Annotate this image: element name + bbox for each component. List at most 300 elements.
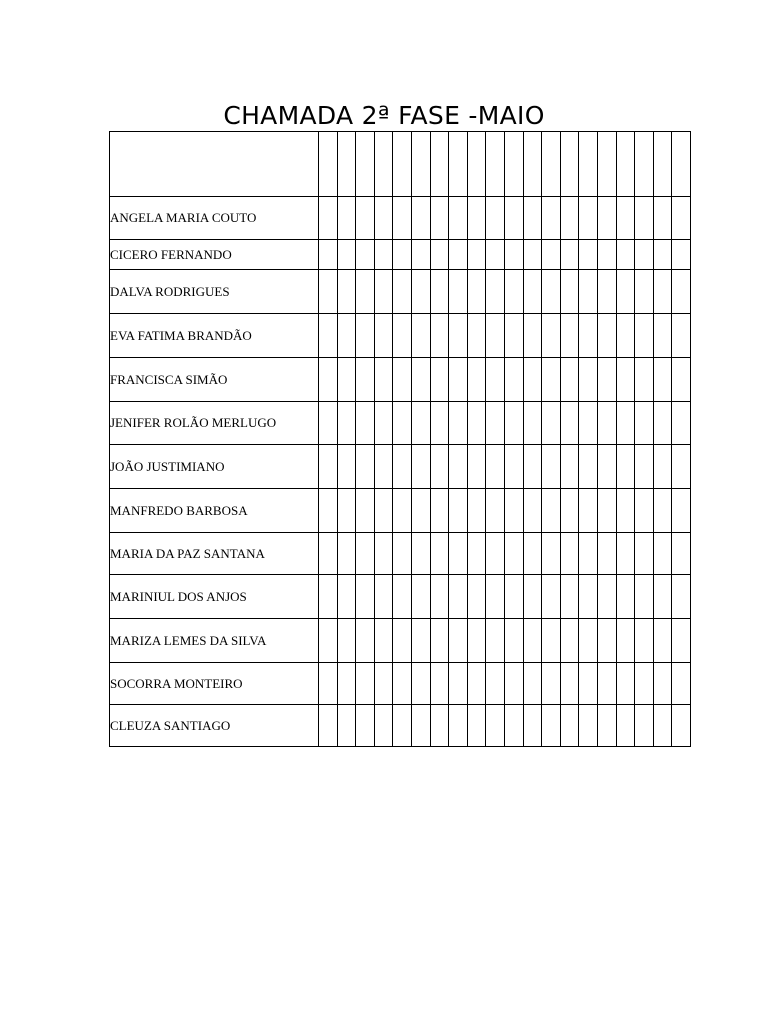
attendance-mark-cell[interactable] xyxy=(374,619,393,663)
attendance-mark-cell[interactable] xyxy=(542,402,561,445)
attendance-mark-cell[interactable] xyxy=(579,240,598,270)
attendance-mark-cell[interactable] xyxy=(542,705,561,747)
attendance-mark-cell[interactable] xyxy=(672,445,691,489)
attendance-mark-cell[interactable] xyxy=(393,533,412,575)
attendance-mark-cell[interactable] xyxy=(356,445,375,489)
attendance-mark-cell[interactable] xyxy=(319,705,338,747)
header-name-cell xyxy=(110,132,319,197)
attendance-mark-cell[interactable] xyxy=(486,445,505,489)
attendance-mark-cell[interactable] xyxy=(653,663,672,705)
attendance-mark-cell[interactable] xyxy=(597,358,616,402)
attendance-mark-cell[interactable] xyxy=(504,402,523,445)
table-row xyxy=(110,705,691,747)
attendance-mark-cell[interactable] xyxy=(393,619,412,663)
header-date-cell[interactable] xyxy=(542,132,561,197)
header-date-cell[interactable] xyxy=(523,132,542,197)
header-date-cell[interactable] xyxy=(356,132,375,197)
attendance-mark-cell[interactable] xyxy=(616,663,635,705)
header-date-cell[interactable] xyxy=(430,132,449,197)
attendance-mark-cell[interactable] xyxy=(616,705,635,747)
attendance-mark-cell[interactable] xyxy=(597,705,616,747)
attendance-mark-cell[interactable] xyxy=(337,402,356,445)
attendance-mark-cell[interactable] xyxy=(560,705,579,747)
attendance-mark-cell[interactable] xyxy=(635,445,654,489)
attendance-mark-cell[interactable] xyxy=(504,575,523,619)
attendance-mark-cell[interactable] xyxy=(560,240,579,270)
table-header-row xyxy=(110,132,691,197)
header-date-cell[interactable] xyxy=(374,132,393,197)
attendance-mark-cell[interactable] xyxy=(467,240,486,270)
attendance-mark-cell[interactable] xyxy=(411,270,430,314)
attendance-mark-cell[interactable] xyxy=(579,663,598,705)
attendance-mark-cell[interactable] xyxy=(356,619,375,663)
attendance-mark-cell[interactable] xyxy=(616,619,635,663)
attendance-mark-cell[interactable] xyxy=(430,270,449,314)
attendance-mark-cell[interactable] xyxy=(597,314,616,358)
table-row xyxy=(110,197,691,240)
attendance-mark-cell[interactable] xyxy=(486,489,505,533)
attendance-mark-cell[interactable] xyxy=(374,445,393,489)
attendance-mark-cell[interactable] xyxy=(449,358,468,402)
attendance-mark-cell[interactable] xyxy=(560,314,579,358)
attendance-mark-cell[interactable] xyxy=(579,619,598,663)
attendance-mark-cell[interactable] xyxy=(635,197,654,240)
header-date-cell[interactable] xyxy=(653,132,672,197)
attendance-mark-cell[interactable] xyxy=(597,663,616,705)
attendance-mark-cell[interactable] xyxy=(411,402,430,445)
attendance-mark-cell[interactable] xyxy=(393,270,412,314)
attendance-mark-cell[interactable] xyxy=(542,314,561,358)
page-title: CHAMADA 2ª FASE -MAIO xyxy=(223,101,545,130)
attendance-mark-cell[interactable] xyxy=(523,240,542,270)
student-name-cell: JOÃO JUSTIMIANO xyxy=(110,445,319,489)
attendance-mark-cell[interactable] xyxy=(486,575,505,619)
attendance-mark-cell[interactable] xyxy=(486,314,505,358)
attendance-mark-cell[interactable] xyxy=(672,314,691,358)
attendance-mark-cell[interactable] xyxy=(449,575,468,619)
attendance-mark-cell[interactable] xyxy=(356,270,375,314)
attendance-mark-cell[interactable] xyxy=(374,270,393,314)
attendance-mark-cell[interactable] xyxy=(337,358,356,402)
attendance-mark-cell[interactable] xyxy=(579,489,598,533)
attendance-mark-cell[interactable] xyxy=(560,533,579,575)
attendance-mark-cell[interactable] xyxy=(319,663,338,705)
attendance-mark-cell[interactable] xyxy=(486,533,505,575)
table-row xyxy=(110,445,691,489)
student-name-cell: SOCORRA MONTEIRO xyxy=(110,663,319,705)
attendance-mark-cell[interactable] xyxy=(411,489,430,533)
attendance-mark-cell[interactable] xyxy=(672,663,691,705)
attendance-mark-cell[interactable] xyxy=(523,705,542,747)
attendance-mark-cell[interactable] xyxy=(579,197,598,240)
attendance-mark-cell[interactable] xyxy=(319,358,338,402)
attendance-mark-cell[interactable] xyxy=(374,402,393,445)
header-date-cell[interactable] xyxy=(560,132,579,197)
attendance-mark-cell[interactable] xyxy=(467,489,486,533)
attendance-mark-cell[interactable] xyxy=(337,270,356,314)
attendance-mark-cell[interactable] xyxy=(449,197,468,240)
attendance-mark-cell[interactable] xyxy=(374,533,393,575)
attendance-mark-cell[interactable] xyxy=(672,533,691,575)
attendance-mark-cell[interactable] xyxy=(597,240,616,270)
attendance-mark-cell[interactable] xyxy=(337,445,356,489)
attendance-mark-cell[interactable] xyxy=(542,358,561,402)
attendance-mark-cell[interactable] xyxy=(411,358,430,402)
attendance-mark-cell[interactable] xyxy=(411,705,430,747)
attendance-mark-cell[interactable] xyxy=(653,197,672,240)
attendance-mark-cell[interactable] xyxy=(635,489,654,533)
attendance-mark-cell[interactable] xyxy=(356,197,375,240)
attendance-mark-cell[interactable] xyxy=(542,489,561,533)
table-row xyxy=(110,619,691,663)
attendance-mark-cell[interactable] xyxy=(635,358,654,402)
attendance-mark-cell[interactable] xyxy=(579,402,598,445)
attendance-mark-cell[interactable] xyxy=(486,270,505,314)
attendance-mark-cell[interactable] xyxy=(374,197,393,240)
attendance-mark-cell[interactable] xyxy=(542,533,561,575)
attendance-mark-cell[interactable] xyxy=(393,445,412,489)
attendance-mark-cell[interactable] xyxy=(337,619,356,663)
attendance-mark-cell[interactable] xyxy=(411,445,430,489)
attendance-mark-cell[interactable] xyxy=(449,619,468,663)
attendance-mark-cell[interactable] xyxy=(523,314,542,358)
attendance-mark-cell[interactable] xyxy=(560,619,579,663)
attendance-mark-cell[interactable] xyxy=(337,314,356,358)
attendance-mark-cell[interactable] xyxy=(597,445,616,489)
attendance-mark-cell[interactable] xyxy=(672,619,691,663)
table-row xyxy=(110,402,691,445)
attendance-mark-cell[interactable] xyxy=(356,240,375,270)
header-date-cell[interactable] xyxy=(393,132,412,197)
attendance-mark-cell[interactable] xyxy=(430,402,449,445)
attendance-mark-cell[interactable] xyxy=(542,270,561,314)
attendance-mark-cell[interactable] xyxy=(542,445,561,489)
attendance-mark-cell[interactable] xyxy=(319,619,338,663)
attendance-mark-cell[interactable] xyxy=(653,705,672,747)
attendance-mark-cell[interactable] xyxy=(560,197,579,240)
attendance-mark-cell[interactable] xyxy=(486,358,505,402)
attendance-mark-cell[interactable] xyxy=(635,663,654,705)
attendance-mark-cell[interactable] xyxy=(597,197,616,240)
attendance-mark-cell[interactable] xyxy=(411,663,430,705)
attendance-mark-cell[interactable] xyxy=(337,705,356,747)
attendance-mark-cell[interactable] xyxy=(411,240,430,270)
attendance-mark-cell[interactable] xyxy=(356,402,375,445)
attendance-mark-cell[interactable] xyxy=(542,197,561,240)
attendance-mark-cell[interactable] xyxy=(672,705,691,747)
attendance-mark-cell[interactable] xyxy=(616,575,635,619)
attendance-mark-cell[interactable] xyxy=(467,705,486,747)
attendance-mark-cell[interactable] xyxy=(579,358,598,402)
attendance-mark-cell[interactable] xyxy=(504,533,523,575)
attendance-mark-cell[interactable] xyxy=(356,575,375,619)
attendance-mark-cell[interactable] xyxy=(393,358,412,402)
student-name-cell: MARIZA LEMES DA SILVA xyxy=(110,619,319,663)
attendance-mark-cell[interactable] xyxy=(467,197,486,240)
attendance-mark-cell[interactable] xyxy=(560,489,579,533)
attendance-mark-cell[interactable] xyxy=(467,314,486,358)
attendance-mark-cell[interactable] xyxy=(374,663,393,705)
attendance-mark-cell[interactable] xyxy=(337,575,356,619)
attendance-mark-cell[interactable] xyxy=(430,358,449,402)
attendance-mark-cell[interactable] xyxy=(560,663,579,705)
attendance-mark-cell[interactable] xyxy=(319,445,338,489)
attendance-mark-cell[interactable] xyxy=(449,270,468,314)
attendance-mark-cell[interactable] xyxy=(560,270,579,314)
attendance-mark-cell[interactable] xyxy=(430,314,449,358)
attendance-mark-cell[interactable] xyxy=(393,663,412,705)
table-row xyxy=(110,489,691,533)
attendance-mark-cell[interactable] xyxy=(616,270,635,314)
header-date-cell[interactable] xyxy=(635,132,654,197)
attendance-mark-cell[interactable] xyxy=(430,445,449,489)
attendance-mark-cell[interactable] xyxy=(504,663,523,705)
attendance-mark-cell[interactable] xyxy=(449,489,468,533)
attendance-mark-cell[interactable] xyxy=(319,575,338,619)
attendance-mark-cell[interactable] xyxy=(467,358,486,402)
attendance-mark-cell[interactable] xyxy=(597,270,616,314)
attendance-table xyxy=(109,131,691,747)
attendance-mark-cell[interactable] xyxy=(337,197,356,240)
attendance-mark-cell[interactable] xyxy=(560,445,579,489)
attendance-mark-cell[interactable] xyxy=(653,314,672,358)
attendance-mark-cell[interactable] xyxy=(319,402,338,445)
attendance-mark-cell[interactable] xyxy=(504,240,523,270)
attendance-mark-cell[interactable] xyxy=(523,575,542,619)
attendance-mark-cell[interactable] xyxy=(672,358,691,402)
attendance-mark-cell[interactable] xyxy=(597,402,616,445)
attendance-mark-cell[interactable] xyxy=(449,533,468,575)
attendance-mark-cell[interactable] xyxy=(616,445,635,489)
attendance-mark-cell[interactable] xyxy=(635,533,654,575)
attendance-mark-cell[interactable] xyxy=(430,489,449,533)
attendance-mark-cell[interactable] xyxy=(449,314,468,358)
attendance-mark-cell[interactable] xyxy=(337,489,356,533)
attendance-mark-cell[interactable] xyxy=(504,314,523,358)
attendance-mark-cell[interactable] xyxy=(653,489,672,533)
attendance-mark-cell[interactable] xyxy=(486,197,505,240)
attendance-mark-cell[interactable] xyxy=(504,705,523,747)
attendance-mark-cell[interactable] xyxy=(504,619,523,663)
table-row xyxy=(110,358,691,402)
attendance-mark-cell[interactable] xyxy=(449,663,468,705)
attendance-mark-cell[interactable] xyxy=(560,358,579,402)
attendance-mark-cell[interactable] xyxy=(597,533,616,575)
attendance-mark-cell[interactable] xyxy=(430,575,449,619)
attendance-mark-cell[interactable] xyxy=(467,402,486,445)
attendance-mark-cell[interactable] xyxy=(616,533,635,575)
attendance-mark-cell[interactable] xyxy=(672,270,691,314)
attendance-mark-cell[interactable] xyxy=(319,270,338,314)
attendance-mark-cell[interactable] xyxy=(504,270,523,314)
attendance-mark-cell[interactable] xyxy=(449,445,468,489)
attendance-mark-cell[interactable] xyxy=(430,533,449,575)
student-name-cell: MARINIUL DOS ANJOS xyxy=(110,575,319,619)
attendance-mark-cell[interactable] xyxy=(411,619,430,663)
attendance-mark-cell[interactable] xyxy=(356,533,375,575)
attendance-mark-cell[interactable] xyxy=(523,489,542,533)
attendance-mark-cell[interactable] xyxy=(356,663,375,705)
attendance-mark-cell[interactable] xyxy=(486,705,505,747)
header-date-cell[interactable] xyxy=(449,132,468,197)
attendance-mark-cell[interactable] xyxy=(597,619,616,663)
attendance-mark-cell[interactable] xyxy=(430,663,449,705)
attendance-mark-cell[interactable] xyxy=(542,240,561,270)
attendance-mark-cell[interactable] xyxy=(672,575,691,619)
attendance-mark-cell[interactable] xyxy=(597,575,616,619)
attendance-mark-cell[interactable] xyxy=(337,240,356,270)
attendance-mark-cell[interactable] xyxy=(374,575,393,619)
attendance-mark-cell[interactable] xyxy=(635,270,654,314)
attendance-mark-cell[interactable] xyxy=(374,240,393,270)
attendance-mark-cell[interactable] xyxy=(430,705,449,747)
attendance-mark-cell[interactable] xyxy=(635,705,654,747)
header-date-cell[interactable] xyxy=(319,132,338,197)
attendance-mark-cell[interactable] xyxy=(467,445,486,489)
header-date-cell[interactable] xyxy=(337,132,356,197)
student-name-cell: CLEUZA SANTIAGO xyxy=(110,705,319,747)
attendance-mark-cell[interactable] xyxy=(653,270,672,314)
attendance-mark-cell[interactable] xyxy=(449,705,468,747)
attendance-mark-cell[interactable] xyxy=(672,489,691,533)
student-name-cell: ANGELA MARIA COUTO xyxy=(110,197,319,240)
attendance-mark-cell[interactable] xyxy=(449,240,468,270)
attendance-mark-cell[interactable] xyxy=(411,533,430,575)
attendance-mark-cell[interactable] xyxy=(486,619,505,663)
attendance-mark-cell[interactable] xyxy=(635,575,654,619)
attendance-mark-cell[interactable] xyxy=(319,240,338,270)
attendance-mark-cell[interactable] xyxy=(486,240,505,270)
attendance-mark-cell[interactable] xyxy=(356,314,375,358)
attendance-mark-cell[interactable] xyxy=(653,575,672,619)
attendance-mark-cell[interactable] xyxy=(542,663,561,705)
attendance-mark-cell[interactable] xyxy=(393,575,412,619)
attendance-mark-cell[interactable] xyxy=(616,197,635,240)
attendance-mark-cell[interactable] xyxy=(523,402,542,445)
attendance-mark-cell[interactable] xyxy=(393,705,412,747)
header-date-cell[interactable] xyxy=(486,132,505,197)
attendance-mark-cell[interactable] xyxy=(504,197,523,240)
attendance-mark-cell[interactable] xyxy=(319,533,338,575)
attendance-mark-cell[interactable] xyxy=(542,619,561,663)
attendance-mark-cell[interactable] xyxy=(653,240,672,270)
attendance-mark-cell[interactable] xyxy=(411,197,430,240)
header-date-cell[interactable] xyxy=(672,132,691,197)
attendance-mark-cell[interactable] xyxy=(635,240,654,270)
attendance-mark-cell[interactable] xyxy=(430,619,449,663)
attendance-mark-cell[interactable] xyxy=(616,314,635,358)
attendance-mark-cell[interactable] xyxy=(449,402,468,445)
attendance-mark-cell[interactable] xyxy=(579,445,598,489)
attendance-mark-cell[interactable] xyxy=(430,240,449,270)
header-date-cell[interactable] xyxy=(504,132,523,197)
attendance-mark-cell[interactable] xyxy=(523,445,542,489)
attendance-mark-cell[interactable] xyxy=(411,314,430,358)
attendance-mark-cell[interactable] xyxy=(672,197,691,240)
attendance-mark-cell[interactable] xyxy=(319,197,338,240)
attendance-mark-cell[interactable] xyxy=(560,575,579,619)
attendance-mark-cell[interactable] xyxy=(542,575,561,619)
attendance-mark-cell[interactable] xyxy=(523,619,542,663)
header-date-cell[interactable] xyxy=(597,132,616,197)
attendance-mark-cell[interactable] xyxy=(672,240,691,270)
attendance-mark-cell[interactable] xyxy=(393,314,412,358)
attendance-mark-cell[interactable] xyxy=(337,663,356,705)
attendance-mark-cell[interactable] xyxy=(672,402,691,445)
attendance-mark-cell[interactable] xyxy=(653,402,672,445)
attendance-mark-cell[interactable] xyxy=(616,402,635,445)
attendance-mark-cell[interactable] xyxy=(579,705,598,747)
attendance-mark-cell[interactable] xyxy=(504,445,523,489)
attendance-mark-cell[interactable] xyxy=(467,663,486,705)
attendance-mark-cell[interactable] xyxy=(319,314,338,358)
attendance-mark-cell[interactable] xyxy=(393,402,412,445)
attendance-mark-cell[interactable] xyxy=(467,270,486,314)
attendance-mark-cell[interactable] xyxy=(653,533,672,575)
header-date-cell[interactable] xyxy=(579,132,598,197)
attendance-mark-cell[interactable] xyxy=(467,533,486,575)
attendance-mark-cell[interactable] xyxy=(319,489,338,533)
attendance-mark-cell[interactable] xyxy=(467,619,486,663)
attendance-mark-cell[interactable] xyxy=(653,358,672,402)
attendance-mark-cell[interactable] xyxy=(579,270,598,314)
attendance-mark-cell[interactable] xyxy=(393,240,412,270)
attendance-mark-cell[interactable] xyxy=(523,358,542,402)
attendance-mark-cell[interactable] xyxy=(374,489,393,533)
student-name-cell: DALVA RODRIGUES xyxy=(110,270,319,314)
table-row xyxy=(110,663,691,705)
attendance-mark-cell[interactable] xyxy=(616,240,635,270)
attendance-mark-cell[interactable] xyxy=(374,358,393,402)
attendance-mark-cell[interactable] xyxy=(393,197,412,240)
attendance-mark-cell[interactable] xyxy=(374,314,393,358)
attendance-mark-cell[interactable] xyxy=(430,197,449,240)
attendance-mark-cell[interactable] xyxy=(486,402,505,445)
attendance-mark-cell[interactable] xyxy=(579,533,598,575)
attendance-mark-cell[interactable] xyxy=(635,314,654,358)
attendance-mark-cell[interactable] xyxy=(356,358,375,402)
attendance-mark-cell[interactable] xyxy=(653,445,672,489)
table-row xyxy=(110,575,691,619)
attendance-mark-cell[interactable] xyxy=(597,489,616,533)
attendance-mark-cell[interactable] xyxy=(579,314,598,358)
attendance-mark-cell[interactable] xyxy=(356,489,375,533)
attendance-mark-cell[interactable] xyxy=(579,575,598,619)
header-date-cell[interactable] xyxy=(467,132,486,197)
attendance-mark-cell[interactable] xyxy=(523,197,542,240)
attendance-mark-cell[interactable] xyxy=(616,489,635,533)
attendance-mark-cell[interactable] xyxy=(411,575,430,619)
attendance-mark-cell[interactable] xyxy=(337,533,356,575)
header-date-cell[interactable] xyxy=(616,132,635,197)
attendance-mark-cell[interactable] xyxy=(374,705,393,747)
attendance-mark-cell[interactable] xyxy=(393,489,412,533)
header-date-cell[interactable] xyxy=(411,132,430,197)
attendance-mark-cell[interactable] xyxy=(616,358,635,402)
attendance-mark-cell[interactable] xyxy=(653,619,672,663)
attendance-mark-cell[interactable] xyxy=(635,402,654,445)
attendance-mark-cell[interactable] xyxy=(523,270,542,314)
attendance-mark-cell[interactable] xyxy=(504,358,523,402)
attendance-mark-cell[interactable] xyxy=(635,619,654,663)
attendance-mark-cell[interactable] xyxy=(356,705,375,747)
attendance-mark-cell[interactable] xyxy=(504,489,523,533)
attendance-mark-cell[interactable] xyxy=(523,663,542,705)
attendance-mark-cell[interactable] xyxy=(486,663,505,705)
attendance-mark-cell[interactable] xyxy=(560,402,579,445)
attendance-mark-cell[interactable] xyxy=(523,533,542,575)
attendance-mark-cell[interactable] xyxy=(467,575,486,619)
